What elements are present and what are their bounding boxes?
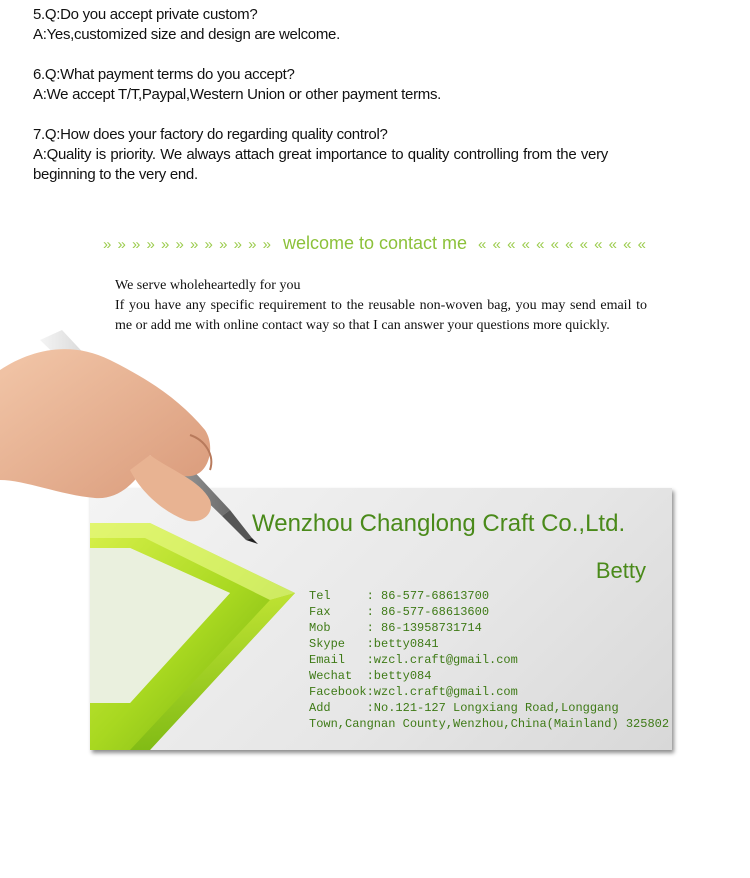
contact-row-address-cont bbox=[309, 716, 669, 732]
welcome-banner bbox=[0, 233, 750, 254]
welcome-heading: welcome to contact me bbox=[282, 233, 468, 253]
faq-item-5 bbox=[33, 5, 633, 45]
contact-value: : 86-577-68613600 bbox=[366, 605, 490, 619]
faq-answer: A:Yes,customized size and design are welcome. bbox=[33, 26, 340, 43]
company-name: Wenzhou Changlong Craft Co.,Ltd. bbox=[252, 510, 626, 537]
intro-line-1: We serve wholeheartedly for you bbox=[115, 278, 301, 293]
contact-label: Tel bbox=[309, 589, 367, 603]
intro-line-2: If you have any specific requirement to the reusable non-woven bag, you may send email to me or add me with online contact way so that I can answer your questions more quickly. bbox=[115, 298, 647, 333]
contact-row-mob bbox=[309, 620, 669, 636]
faq-item-7 bbox=[33, 125, 608, 185]
contact-label: Wechat bbox=[309, 669, 367, 683]
hand-holding-pen-illustration bbox=[0, 330, 270, 545]
contact-row-facebook bbox=[309, 684, 669, 700]
contact-row-fax bbox=[309, 604, 669, 620]
faq-answer: A:We accept T/T,Paypal,Western Union or other payment terms. bbox=[33, 86, 442, 103]
contact-row-address bbox=[309, 700, 669, 716]
contact-label: Skype bbox=[309, 637, 367, 651]
right-arrows-decoration: « « « « « « « « « « « « bbox=[478, 236, 647, 253]
faq-answer: A:Quality is priority. We always attach great importance to quality controlling from the very beginning to the very end. bbox=[33, 146, 608, 183]
contact-row-skype bbox=[309, 636, 669, 652]
contact-row-wechat bbox=[309, 668, 669, 684]
contact-label: Fax bbox=[309, 605, 367, 619]
contact-value: :wzcl.craft@gmail.com bbox=[366, 685, 518, 699]
faq-item-6 bbox=[33, 65, 633, 105]
contact-label: Add bbox=[309, 701, 367, 715]
faq-question: 5.Q:Do you accept private custom? bbox=[33, 6, 258, 23]
left-arrows-decoration: » » » » » » » » » » » » bbox=[102, 236, 272, 253]
faq-question: 6.Q:What payment terms do you accept? bbox=[33, 66, 295, 83]
contact-person-name: Betty bbox=[595, 558, 646, 583]
contact-label: Mob bbox=[309, 621, 367, 635]
contact-value: : 86-577-68613700 bbox=[366, 589, 490, 603]
contact-value: :betty084 bbox=[366, 669, 432, 683]
contact-label: Facebook bbox=[309, 685, 367, 699]
contact-details bbox=[309, 588, 669, 732]
contact-value: :betty0841 bbox=[366, 637, 439, 651]
contact-row-email bbox=[309, 652, 669, 668]
contact-label: Email bbox=[309, 653, 367, 667]
contact-value: :wzcl.craft@gmail.com bbox=[366, 653, 518, 667]
contact-row-tel bbox=[309, 588, 669, 604]
contact-value: :No.121-127 Longxiang Road,Longgang bbox=[366, 701, 619, 715]
contact-value: Town,Cangnan County,Wenzhou,China(Mainland) 325802 bbox=[309, 717, 670, 731]
intro-text bbox=[115, 276, 647, 336]
faq-question: 7.Q:How does your factory do regarding quality control? bbox=[33, 126, 388, 143]
contact-value: : 86-13958731714 bbox=[366, 621, 482, 635]
